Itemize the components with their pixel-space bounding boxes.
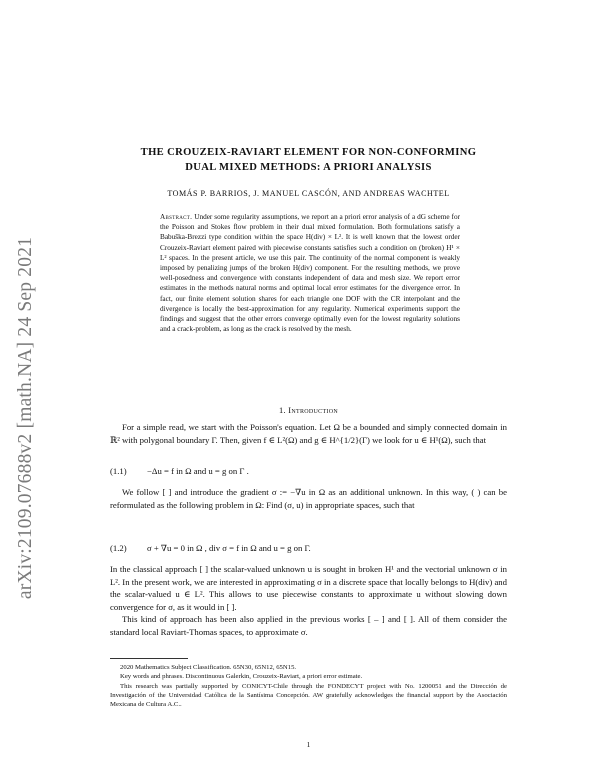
- paragraph-text: For a simple read, we start with the Poisson's equation. Let Ω be a bounded and simply connected domain in ℝ² with polygonal boundary Γ. Then, given f ∈ L²(Ω) and g ∈ H^{1/2}(Γ) we look for u ∈ H¹(Ω), such that: [110, 422, 507, 445]
- section-heading: 1. Introduction: [279, 406, 338, 415]
- arxiv-stamp-text: arXiv:2109.07688v2 [math.NA] 24 Sep 2021: [15, 236, 36, 600]
- footnote-rule: [110, 658, 188, 659]
- paragraph-text: We follow [ ] and introduce the gradient σ := −∇u in Ω as an additional unknown. In this way, ( ) can be reformulated as the following problem in Ω: Find (σ, u) in appropriate spaces, such that: [110, 487, 507, 510]
- page-number: 1: [306, 740, 311, 749]
- abstract-heading: Abstract.: [160, 213, 193, 221]
- abstract-body: Under some regularity assumptions, we report an a priori error analysis of a dG scheme for the Poisson and Stokes flow problem in their dual mixed formulation. Both formulations satisfy a Babuška-Brezzi type condition within the space H(div) × L². It is well known that the lowest order Crouzeix-Raviart element paired with piecewise constants satisfies such a condition on (broken) H¹ × L² spaces. In the present article, we use this pair. The continuity of the normal component is weakly imposed by penalizing jumps of the broken H(div) component. For the resulting methods, we prove well-posedness and convergence with constants independent of data and mesh size. We report error estimates in the methods natural norms and optimal local error estimates for the divergence error. In fact, our finite element solution shares for each triangle one DOF with the CR interpolant and the divergence is locally the best-approximation for any regularity. Numerical experiments support the findings and suggest that the other errors converge optimally even for the lowest regularity solutions and a crack-problem, as long as the crack is resolved by the mesh.: [160, 213, 461, 334]
- title-line-2: DUAL MIXED METHODS: A PRIORI ANALYSIS: [185, 162, 432, 173]
- intro-paragraph-1: [110, 421, 507, 446]
- footnote-keywords: Key words and phrases. Discontinuous Galerkin, Crouzeix-Raviart, a priori error estimate.: [120, 673, 363, 681]
- footnote-funding: This research was partially supported by CONICYT-Chile through the FONDECYT project with No. 1200051 and the Dirección de Investigación of the Universidad Católica de la Santísima Concepción. AW gratefully acknowledges the financial support by the Asociación Mexicana de Cultura A.C..: [110, 682, 507, 709]
- equation-body: σ + ∇u = 0 in Ω , div σ = f in Ω and u = g on Γ.: [147, 543, 311, 553]
- footnote-msc: 2020 Mathematics Subject Classification. 65N30, 65N12, 65N15.: [120, 664, 297, 671]
- equation-number: (1.1): [110, 466, 127, 476]
- title-line-1: THE CROUZEIX-RAVIART ELEMENT FOR NON-CONFORMING: [140, 147, 477, 158]
- paper-title: [110, 145, 507, 175]
- paragraph-text: In the classical approach [ ] the scalar-valued unknown u is sought in broken H¹ and the vectorial unknown σ in L². In the present work, we are interested in approximating σ in a discrete space that locally belongs to H(div) and the scalar-valued u ∈ L². This allows to use piecewise constants to approximate u without slowing down convergence for σ, as it would in [ ].: [110, 564, 507, 612]
- intro-paragraph-2: [110, 486, 507, 511]
- equation-1-1: [110, 466, 507, 479]
- arxiv-stamp: [6, 168, 46, 668]
- author-list: TOMÁS P. BARRIOS, J. MANUEL CASCÓN, AND ANDREAS WACHTEL: [167, 189, 450, 198]
- equation-number: (1.2): [110, 543, 127, 553]
- equation-1-2: [110, 543, 507, 556]
- abstract: [160, 212, 460, 334]
- intro-paragraph-3: [110, 563, 507, 639]
- paragraph-text: This kind of approach has been also applied in the previous works [ – ] and [ ]. All of them consider the standard local Raviart-Thomas spaces, to approximate σ.: [110, 614, 507, 637]
- equation-body: −Δu = f in Ω and u = g on Γ .: [147, 466, 249, 476]
- footnotes: [110, 663, 507, 709]
